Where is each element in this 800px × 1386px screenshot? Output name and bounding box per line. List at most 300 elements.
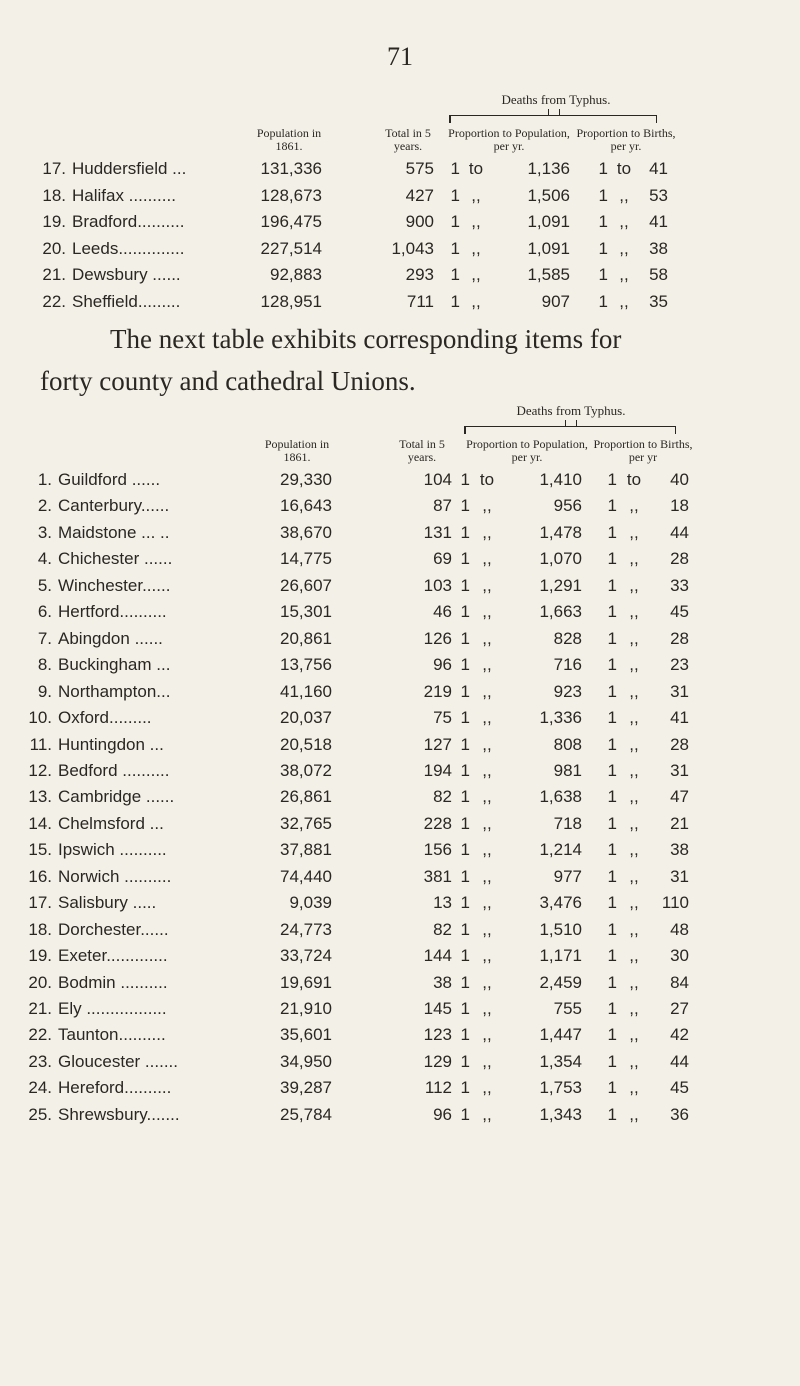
row-births-ratio: 31 [670,760,689,780]
table-row [0,265,800,291]
row-place: Dewsbury ...... [72,265,181,285]
table-2-header-total: Total in 5 years. [399,437,445,464]
row-births-ratio: 41 [670,708,689,728]
row-pop-sep: ,, [482,866,492,886]
row-births-one: 1 [607,919,617,939]
row-pop-ratio: 1,410 [539,470,582,489]
table-row [0,470,800,496]
row-pop-sep: ,, [482,1104,492,1124]
row-pop-one: 1 [460,893,470,913]
row-pop-ratio: 1,753 [539,1078,582,1098]
page-number: 71 [387,42,413,71]
row-population: 92,883 [270,265,322,285]
row-place: Cambridge ...... [58,787,175,807]
row-births-one: 1 [607,681,617,701]
table-1-header-total: Total in 5 years. [385,126,431,153]
table-row [0,212,800,238]
row-births-one: 1 [607,1104,617,1124]
row-births-ratio: 84 [670,972,689,992]
row-births-ratio: 44 [670,1051,689,1071]
row-number: 19. [28,946,52,966]
row-total: 96 [433,655,452,675]
row-pop-one: 1 [460,681,470,701]
row-births-sep: ,, [629,840,639,860]
row-pop-ratio: 1,136 [527,159,570,178]
row-births-ratio: 38 [649,238,668,258]
row-pop-one: 1 [460,1078,470,1098]
row-births-sep: ,, [629,972,639,992]
row-total: 427 [405,185,434,205]
row-pop-ratio: 1,336 [539,708,582,728]
table-1-header-population: Population in 1861. [256,126,322,153]
row-place: Hereford.......... [58,1078,172,1098]
row-pop-sep: ,, [482,787,492,807]
row-population: 34,950 [280,1051,332,1071]
row-pop-sep: ,, [482,893,492,913]
row-pop-sep: ,, [482,1078,492,1098]
row-births-ratio: 31 [670,866,689,886]
table-row [0,629,800,655]
row-births-one: 1 [607,470,617,489]
row-number: 20. [42,238,66,258]
row-pop-ratio: 1,171 [539,946,582,966]
row-pop-sep: ,, [482,628,492,648]
table-row [0,186,800,212]
row-births-ratio: 45 [670,602,689,622]
row-births-ratio: 28 [670,628,689,648]
row-pop-one: 1 [460,575,470,595]
row-population: 196,475 [260,212,322,232]
row-births-ratio: 45 [670,1078,689,1098]
row-pop-sep: ,, [482,840,492,860]
row-births-one: 1 [598,292,608,311]
row-total: 127 [423,734,452,754]
row-births-one: 1 [607,708,617,728]
row-pop-sep: ,, [482,946,492,966]
row-number: 9. [37,681,52,701]
row-population: 19,691 [280,972,332,992]
row-births-ratio: 21 [670,813,689,833]
row-births-one: 1 [607,549,617,569]
row-population: 21,910 [280,999,332,1018]
row-place: Leeds.............. [72,238,185,258]
row-total: 293 [405,265,434,285]
row-place: Sheffield......... [72,292,181,311]
row-births-sep: ,, [629,496,639,516]
row-pop-ratio: 828 [553,628,582,648]
row-total: 126 [423,628,452,648]
row-pop-ratio: 1,354 [539,1051,582,1071]
row-pop-one: 1 [460,549,470,569]
row-pop-sep: ,, [482,972,492,992]
row-population: 20,518 [280,734,332,754]
row-total: 129 [423,1051,452,1071]
row-place: Dorchester...... [58,919,169,939]
row-number: 18. [28,919,52,939]
table-row [0,867,800,893]
row-births-one: 1 [607,602,617,622]
row-total: 900 [405,212,434,232]
row-pop-ratio: 1,070 [539,549,582,569]
row-pop-one: 1 [460,919,470,939]
row-pop-ratio: 718 [553,813,582,833]
row-population: 26,861 [280,787,332,807]
row-pop-one: 1 [450,212,460,232]
row-number: 11. [29,734,52,754]
table-2-header-population: Population in 1861. [264,437,330,464]
row-pop-ratio: 1,585 [527,265,570,285]
row-births-sep: ,, [629,1078,639,1098]
row-population: 38,670 [280,522,332,542]
row-births-sep: ,, [619,212,629,232]
row-pop-ratio: 716 [553,655,582,675]
row-place: Ipswich .......... [58,840,167,860]
row-births-one: 1 [607,946,617,966]
row-place: Shrewsbury....... [58,1104,180,1124]
row-population: 14,775 [280,549,332,569]
row-pop-ratio: 3,476 [539,893,582,913]
row-total: 38 [433,972,452,992]
row-births-ratio: 41 [649,212,668,232]
row-number: 2. [37,496,52,516]
row-pop-one: 1 [450,185,460,205]
row-births-sep: ,, [629,522,639,542]
row-place: Gloucester ....... [58,1051,178,1071]
row-population: 16,643 [280,496,332,516]
row-number: 16. [28,866,52,886]
row-births-ratio: 36 [670,1104,689,1124]
row-births-sep: ,, [629,681,639,701]
row-total: 145 [423,999,452,1018]
row-pop-sep: ,, [482,1025,492,1045]
row-population: 227,514 [260,238,322,258]
row-births-ratio: 23 [670,655,689,675]
row-pop-sep: to [479,470,495,489]
row-pop-ratio: 1,214 [539,840,582,860]
row-pop-ratio: 1,638 [539,787,582,807]
row-births-sep: to [626,470,642,489]
row-pop-ratio: 755 [553,999,582,1018]
row-total: 156 [423,840,452,860]
table-row [0,708,800,734]
row-place: Guildford ...... [58,470,161,489]
row-pop-one: 1 [450,159,460,178]
table-row [0,1105,800,1131]
row-births-sep: ,, [629,628,639,648]
row-births-sep: ,, [619,185,629,205]
row-total: 82 [433,919,452,939]
row-place: Oxford......... [58,708,152,728]
row-pop-one: 1 [460,972,470,992]
table-row [0,761,800,787]
row-place: Norwich .......... [58,866,172,886]
row-births-one: 1 [607,496,617,516]
row-births-sep: ,, [629,1051,639,1071]
row-births-one: 1 [607,999,617,1018]
row-births-ratio: 38 [670,840,689,860]
table-1-header-proportion-population: Proportion to Population, per yr. [448,126,570,153]
row-number: 7. [37,628,52,648]
row-births-sep: ,, [629,893,639,913]
row-place: Taunton.......... [58,1025,166,1045]
row-total: 13 [433,893,452,913]
table-row [0,1078,800,1104]
row-births-one: 1 [607,734,617,754]
row-pop-ratio: 1,478 [539,522,582,542]
row-total: 194 [423,760,452,780]
table-row [0,735,800,761]
row-number: 14. [28,813,52,833]
row-pop-one: 1 [460,999,470,1018]
row-births-ratio: 47 [670,787,689,807]
row-pop-one: 1 [460,946,470,966]
row-total: 103 [423,575,452,595]
row-pop-sep: ,, [482,602,492,622]
row-births-one: 1 [607,866,617,886]
row-pop-ratio: 1,291 [539,575,582,595]
row-births-sep: ,, [629,760,639,780]
row-births-one: 1 [607,787,617,807]
row-total: 96 [433,1104,452,1124]
row-total: 75 [433,708,452,728]
row-pop-sep: ,, [471,238,481,258]
row-number: 21. [42,265,66,285]
row-place: Huntingdon ... [58,734,164,754]
row-births-sep: ,, [619,292,629,311]
row-births-sep: ,, [629,813,639,833]
row-births-ratio: 28 [670,734,689,754]
row-total: 104 [423,470,452,489]
row-population: 74,440 [280,866,332,886]
row-births-sep: ,, [619,265,629,285]
row-pop-one: 1 [460,628,470,648]
row-births-one: 1 [607,522,617,542]
table-row [0,999,800,1025]
row-births-one: 1 [598,185,608,205]
row-population: 35,601 [280,1025,332,1045]
row-pop-one: 1 [450,238,460,258]
row-births-one: 1 [598,238,608,258]
row-population: 37,881 [280,840,332,860]
row-place: Hertford.......... [58,602,167,622]
row-births-sep: ,, [629,999,639,1018]
row-births-one: 1 [607,628,617,648]
row-pop-one: 1 [460,655,470,675]
table-row [0,496,800,522]
row-population: 24,773 [280,919,332,939]
row-births-one: 1 [607,893,617,913]
row-births-ratio: 27 [670,999,689,1018]
row-births-ratio: 18 [670,496,689,516]
row-births-ratio: 33 [670,575,689,595]
row-births-sep: ,, [629,734,639,754]
body-paragraph [40,318,760,402]
row-pop-one: 1 [460,602,470,622]
row-pop-sep: ,, [471,185,481,205]
row-births-ratio: 31 [670,681,689,701]
row-population: 39,287 [280,1078,332,1098]
row-pop-sep: ,, [482,919,492,939]
row-pop-one: 1 [460,813,470,833]
row-total: 112 [424,1078,452,1098]
row-births-ratio: 44 [670,522,689,542]
row-births-sep: to [616,159,632,178]
table-row [0,576,800,602]
row-births-sep: ,, [629,549,639,569]
row-pop-one: 1 [460,1104,470,1124]
table-row [0,682,800,708]
row-pop-ratio: 1,506 [527,185,570,205]
row-place: Salisbury ..... [58,893,157,913]
row-births-sep: ,, [629,787,639,807]
row-number: 1. [37,470,52,489]
table-row [0,602,800,628]
row-place: Abingdon ...... [58,628,163,648]
table-row [0,787,800,813]
row-pop-ratio: 981 [553,760,582,780]
row-births-sep: ,, [629,708,639,728]
row-pop-ratio: 1,343 [539,1104,582,1124]
table-row [0,840,800,866]
row-pop-ratio: 1,447 [539,1025,582,1045]
table-row [0,814,800,840]
row-births-ratio: 48 [670,919,689,939]
row-total: 123 [423,1025,452,1045]
row-total: 46 [433,602,452,622]
row-births-sep: ,, [629,919,639,939]
row-pop-one: 1 [460,522,470,542]
row-place: Halifax .......... [72,185,176,205]
row-births-sep: ,, [629,866,639,886]
row-pop-sep: ,, [471,212,481,232]
row-pop-sep: ,, [482,496,492,516]
row-population: 128,673 [260,185,322,205]
row-births-one: 1 [607,813,617,833]
row-pop-ratio: 977 [553,866,582,886]
row-pop-one: 1 [460,760,470,780]
row-pop-one: 1 [460,866,470,886]
table-1-header-proportion-births: Proportion to Births, per yr. [576,126,676,153]
row-number: 18. [42,185,66,205]
row-place: Exeter............. [58,946,168,966]
row-births-sep: ,, [629,946,639,966]
row-births-ratio: 35 [649,292,668,311]
row-total: 575 [405,159,434,178]
row-births-ratio: 42 [670,1025,689,1045]
table-row [0,973,800,999]
row-number: 10. [28,708,52,728]
row-pop-sep: ,, [482,760,492,780]
row-number: 23. [28,1051,52,1071]
row-births-ratio: 58 [649,265,668,285]
row-population: 9,039 [289,893,332,913]
row-pop-sep: ,, [482,708,492,728]
row-total: 144 [423,946,452,966]
row-population: 15,301 [280,602,332,622]
row-population: 131,336 [260,159,322,178]
row-place: Northampton... [58,681,171,701]
row-pop-sep: ,, [482,681,492,701]
row-pop-one: 1 [460,708,470,728]
row-births-ratio: 110 [661,893,689,913]
row-births-one: 1 [598,159,608,178]
row-pop-ratio: 2,459 [539,972,582,992]
row-pop-one: 1 [460,470,470,489]
row-births-ratio: 53 [649,185,668,205]
row-births-one: 1 [607,575,617,595]
paragraph-line-2: forty county and cathedral Unions. [40,366,416,396]
row-pop-one: 1 [460,1025,470,1045]
row-population: 128,951 [260,292,322,311]
row-births-sep: ,, [619,238,629,258]
row-births-one: 1 [607,1051,617,1071]
row-births-one: 1 [607,760,617,780]
row-place: Ely ................. [58,999,167,1018]
row-number: 20. [28,972,52,992]
row-pop-ratio: 1,091 [527,212,570,232]
row-pop-sep: ,, [471,265,481,285]
row-pop-one: 1 [460,496,470,516]
row-number: 4. [37,549,52,569]
row-population: 41,160 [280,681,332,701]
row-total: 87 [433,496,452,516]
row-total: 228 [423,813,452,833]
row-number: 13. [28,787,52,807]
row-total: 711 [406,292,434,311]
row-place: Winchester...... [58,575,171,595]
row-population: 38,072 [280,760,332,780]
row-pop-sep: ,, [482,813,492,833]
row-number: 6. [37,602,52,622]
table-row [0,292,800,318]
row-pop-one: 1 [460,734,470,754]
row-number: 5. [37,575,52,595]
row-population: 33,724 [280,946,332,966]
row-births-one: 1 [607,1078,617,1098]
row-population: 13,756 [280,655,332,675]
paragraph-line-1: The next table exhibits corresponding items for [110,324,622,354]
row-population: 20,037 [280,708,332,728]
row-number: 25. [28,1104,52,1124]
row-births-sep: ,, [629,602,639,622]
table-row [0,655,800,681]
row-births-sep: ,, [629,1025,639,1045]
row-number: 17. [42,159,66,178]
row-births-ratio: 40 [670,470,689,489]
row-total: 381 [423,866,452,886]
row-births-ratio: 30 [670,946,689,966]
row-pop-one: 1 [460,840,470,860]
row-number: 21. [28,999,52,1018]
row-number: 8. [37,655,52,675]
row-pop-ratio: 1,510 [539,919,582,939]
row-place: Bodmin .......... [58,972,168,992]
row-pop-ratio: 1,663 [539,602,582,622]
row-pop-sep: ,, [482,575,492,595]
row-births-ratio: 41 [649,159,668,178]
row-births-ratio: 28 [670,549,689,569]
row-total: 219 [423,681,452,701]
table-2-header-proportion-population: Proportion to Population, per yr. [466,437,588,464]
table-row [0,239,800,265]
row-total: 1,043 [391,238,434,258]
table-row [0,893,800,919]
row-births-sep: ,, [629,655,639,675]
row-place: Bradford.......... [72,212,185,232]
row-place: Canterbury...... [58,496,170,516]
row-number: 12. [28,760,52,780]
row-pop-sep: ,, [482,734,492,754]
